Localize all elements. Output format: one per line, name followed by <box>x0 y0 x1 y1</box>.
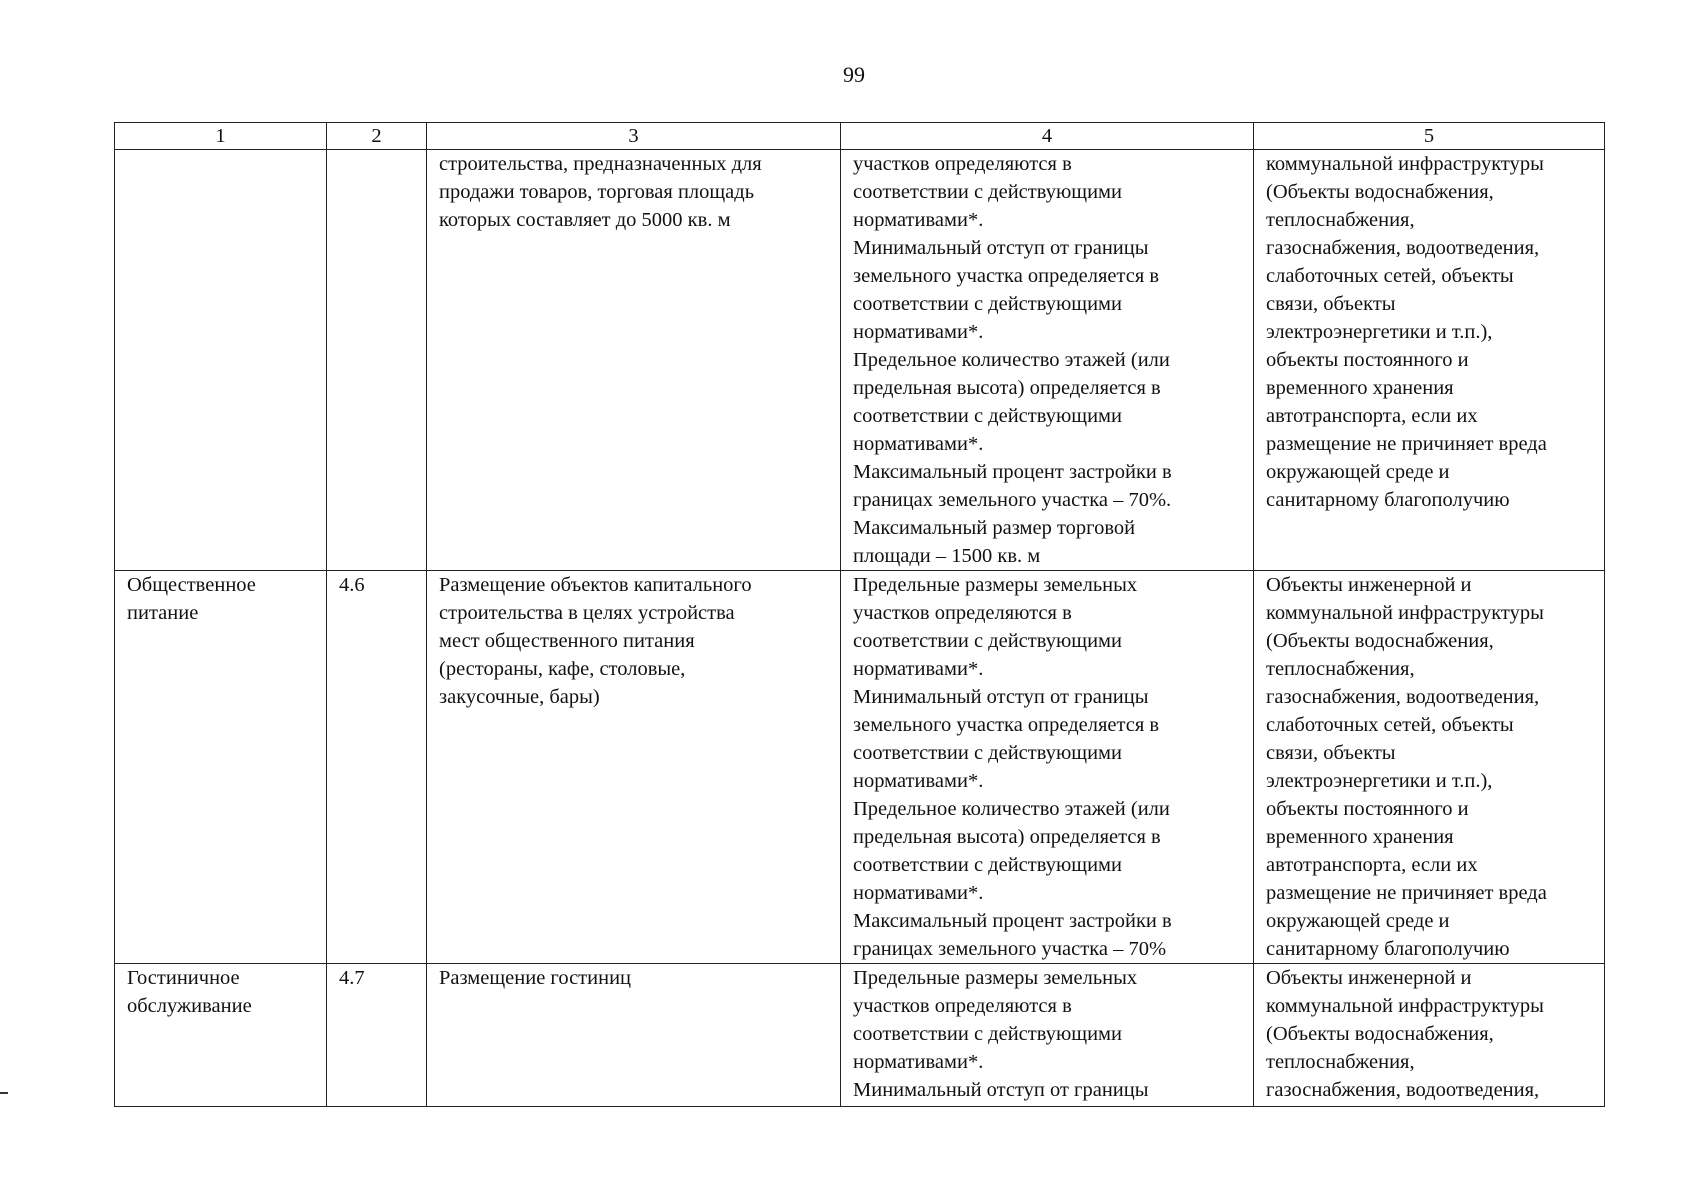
table-row <box>115 150 1605 571</box>
column-header: 5 <box>1254 123 1605 150</box>
page-number: 99 <box>843 62 865 87</box>
use-name-cell: Гостиничное обслуживание <box>115 964 327 1107</box>
use-code-cell: 4.7 <box>327 964 427 1107</box>
use-name-cell: Общественное питание <box>115 571 327 964</box>
use-description-cell: Размещение гостиниц <box>427 964 841 1107</box>
land-use-table <box>114 122 1605 1107</box>
column-header: 1 <box>115 123 327 150</box>
scan-edge-mark <box>0 1092 8 1094</box>
use-code-cell <box>327 150 427 571</box>
table-header-row <box>115 123 1605 150</box>
parameters-cell: Предельные размеры земельных участков определяются в соответствии с действующими нормативами*. Минимальный отступ от границы <box>841 964 1254 1107</box>
use-name-cell <box>115 150 327 571</box>
use-description-cell: строительства, предназначенных для продажи товаров, торговая площадь которых составляет до 5000 кв. м <box>427 150 841 571</box>
auxiliary-uses-cell: Объекты инженерной и коммунальной инфраструктуры (Объекты водоснабжения, теплоснабжения, газоснабжения, водоотведения, слаботочных сетей, объекты связи, объекты электроэнергетики и т.п.), объекты постоянного и временного хранения автотранспорта, если их размещение не причиняет вреда окружающей среде и санитарному благополучию <box>1254 571 1605 964</box>
column-header: 3 <box>427 123 841 150</box>
use-code-cell: 4.6 <box>327 571 427 964</box>
auxiliary-uses-cell: коммунальной инфраструктуры (Объекты водоснабжения, теплоснабжения, газоснабжения, водоотведения, слаботочных сетей, объекты связи, объекты электроэнергетики и т.п.), объекты постоянного и временного хранения автотранспорта, если их размещение не причиняет вреда окружающей среде и санитарному благополучию <box>1254 150 1605 571</box>
parameters-cell: Предельные размеры земельных участков определяются в соответствии с действующими нормативами*. Минимальный отступ от границы земельного участка определяется в соответствии с действующими нормативами*. Предельное количество этажей (или предельная высота) определяется в соответствии с действующими нормативами*. Максимальный процент застройки в границах земельного участка – 70% <box>841 571 1254 964</box>
column-header: 2 <box>327 123 427 150</box>
parameters-cell: участков определяются в соответствии с действующими нормативами*. Минимальный отступ от границы земельного участка определяется в соответствии с действующими нормативами*. Предельное количество этажей (или предельная высота) определяется в соответствии с действующими нормативами*. Максимальный процент застройки в границах земельного участка – 70%. Максимальный размер торговой площади – 1500 кв. м <box>841 150 1254 571</box>
column-header: 4 <box>841 123 1254 150</box>
auxiliary-uses-cell: Объекты инженерной и коммунальной инфраструктуры (Объекты водоснабжения, теплоснабжения, газоснабжения, водоотведения, <box>1254 964 1605 1107</box>
table-row <box>115 964 1605 1107</box>
table-row <box>115 571 1605 964</box>
use-description-cell: Размещение объектов капитального строительства в целях устройства мест общественного питания (рестораны, кафе, столовые, закусочные, бары) <box>427 571 841 964</box>
